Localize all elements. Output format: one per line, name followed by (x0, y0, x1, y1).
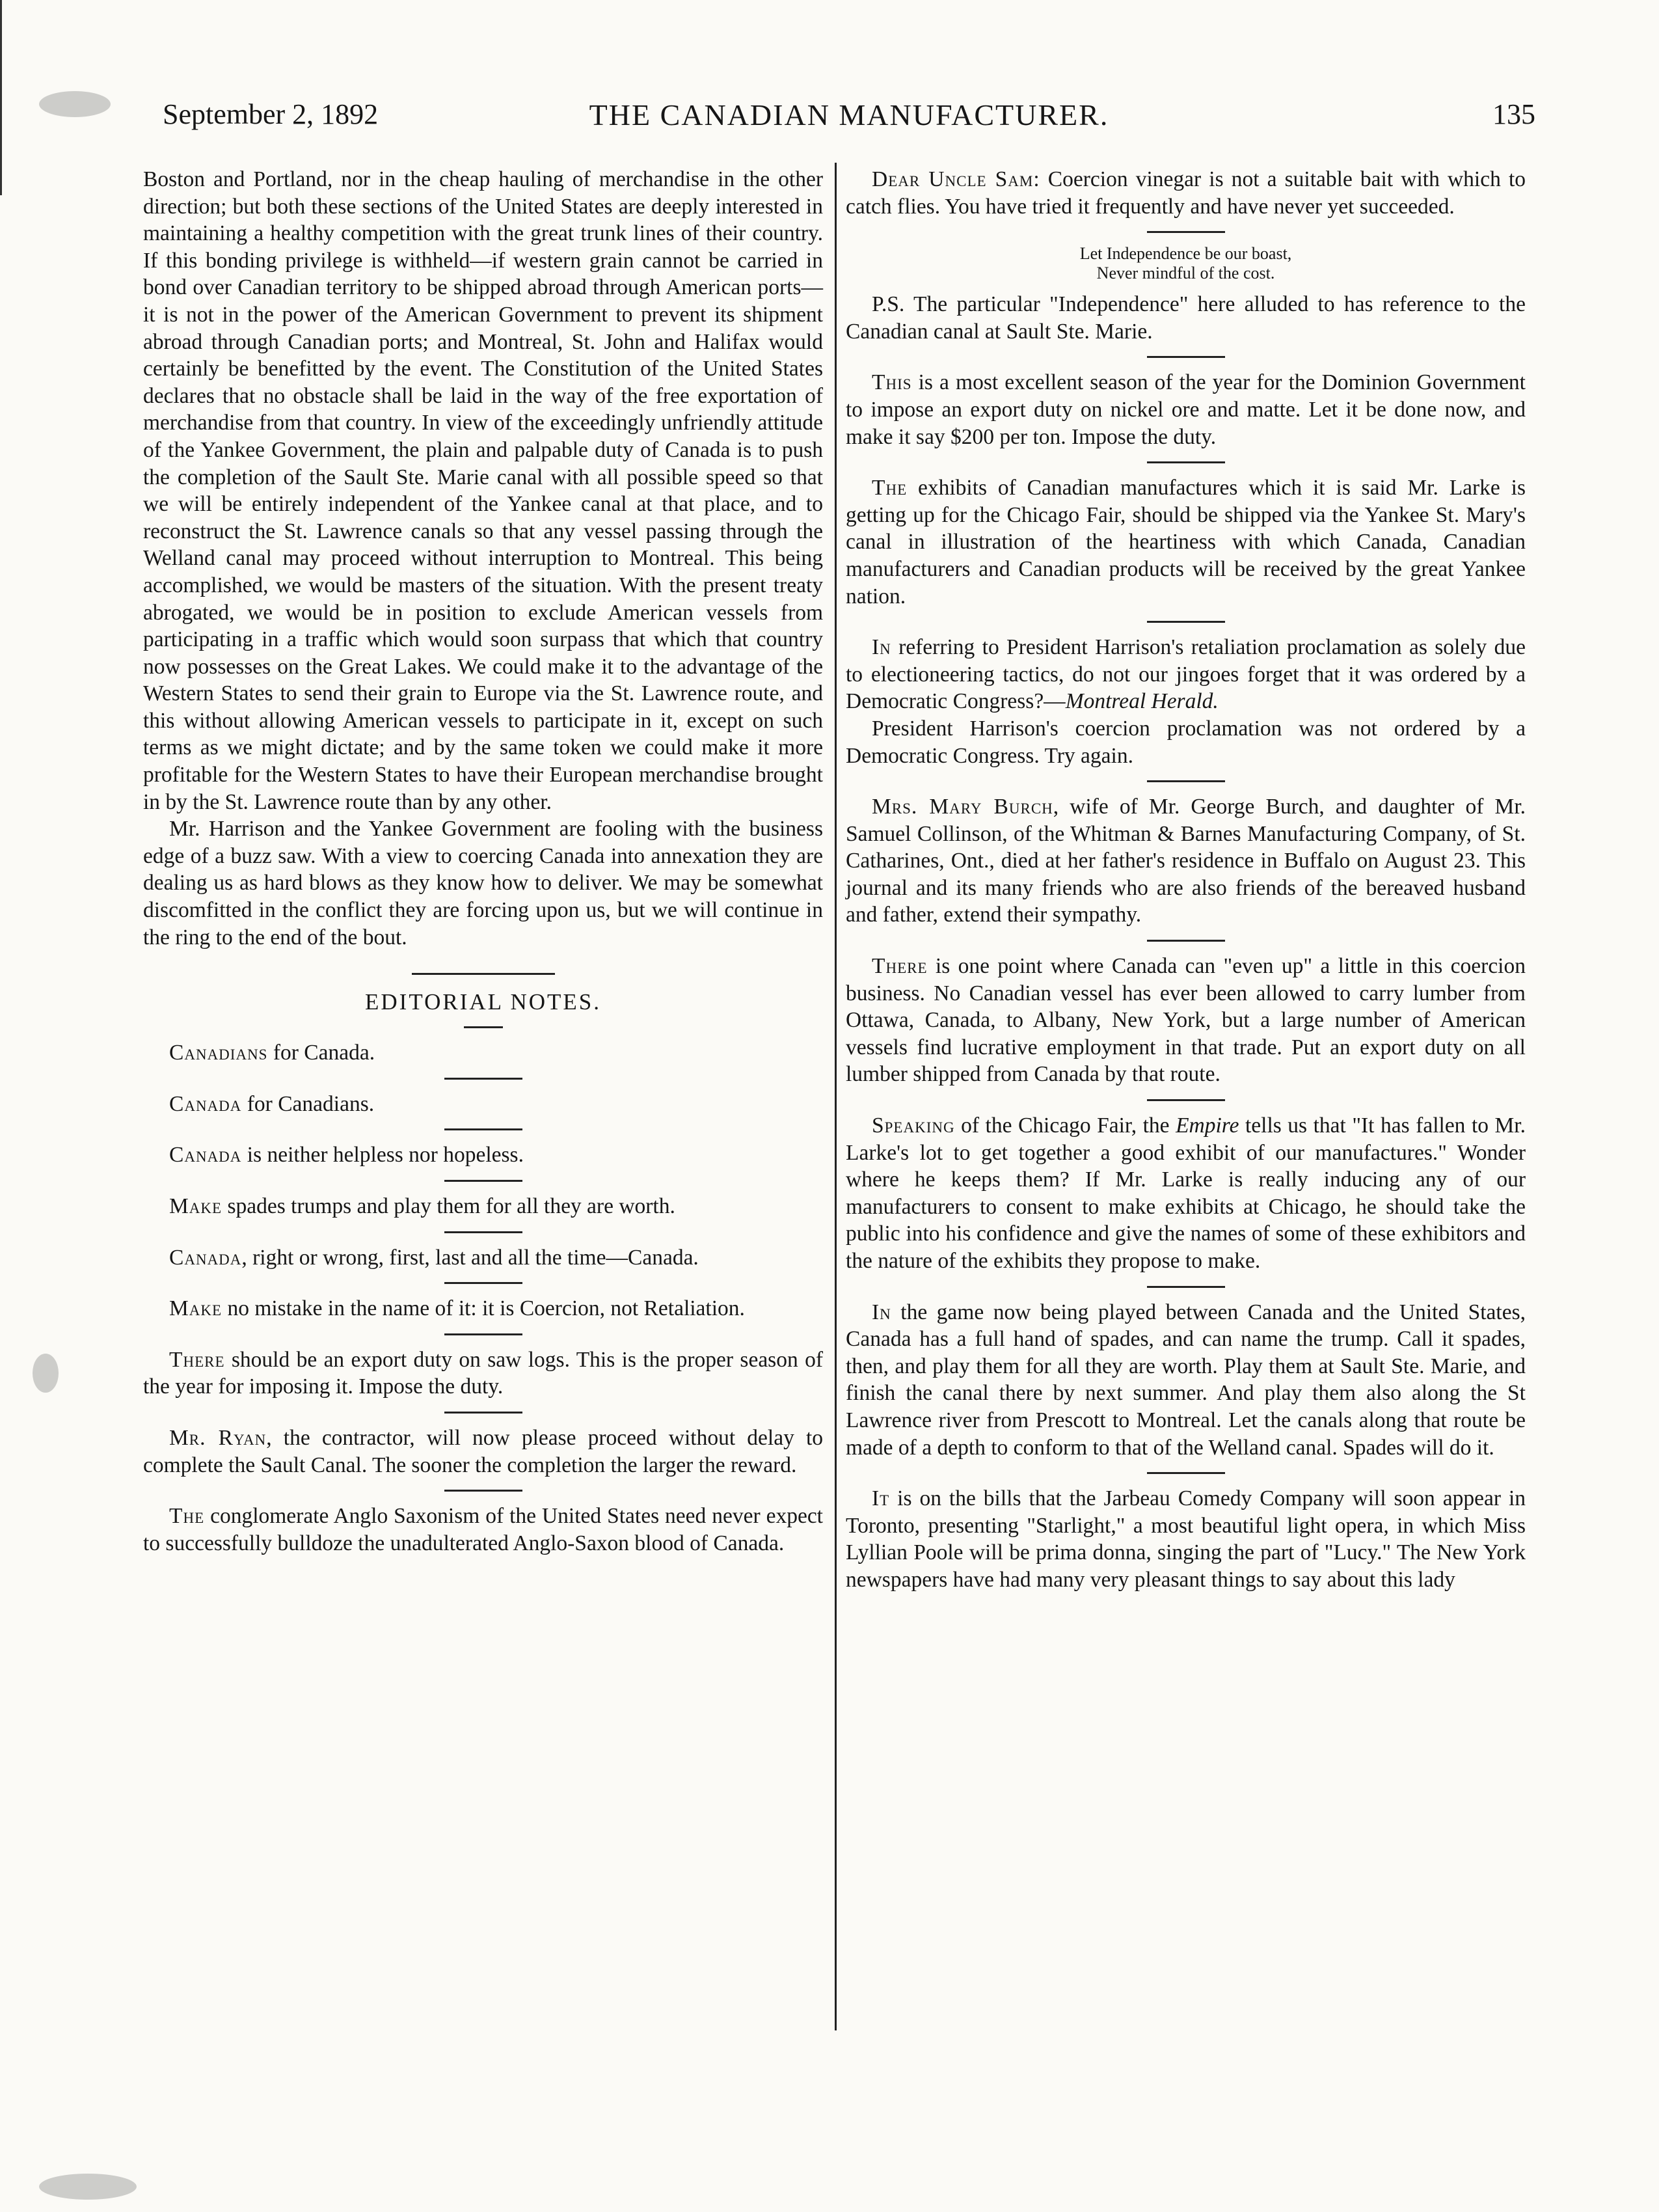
obituary-note (846, 793, 1526, 929)
note-text: is a most excellent season of the year for the Dominion Government to impose an export duty on nickel ore and matte. Let it be done now, and make it say $200 per ton. Impose the duty. (846, 370, 1526, 449)
ink-smudge (33, 1354, 59, 1393)
note-text: for Canadians. (241, 1091, 375, 1116)
reply-paragraph: President Harrison's coercion proclamation was not ordered by a Democratic Congress. Try again. (846, 716, 1526, 768)
editorial-note (846, 369, 1526, 450)
note-text: should be an export duty on saw logs. This is the proper season of the year for imposing it. Impose the duty. (143, 1347, 823, 1399)
publication-title: THE CANADIAN MANUFACTURER. (589, 98, 1109, 131)
note-divider (1147, 461, 1225, 463)
right-column (846, 166, 1526, 1594)
verse-couplet (846, 244, 1526, 283)
note-divider (444, 1490, 522, 1492)
editorial-note (846, 953, 1526, 1088)
note-text: for Canada. (267, 1041, 375, 1065)
left-column (143, 166, 823, 1557)
note-divider (1147, 1472, 1225, 1474)
editorial-note (143, 1193, 823, 1220)
column-divider (835, 163, 837, 2030)
note-divider (444, 1180, 522, 1182)
note-divider (444, 1231, 522, 1233)
note-divider (1147, 1099, 1225, 1101)
note-text: of the Chicago Fair, the (954, 1113, 1176, 1138)
quoted-note (846, 634, 1526, 715)
note-lead: Dear Uncle Sam: (872, 167, 1040, 191)
note-lead: It (872, 1486, 890, 1511)
note-text: , the contractor, will now please proceed without delay to complete the Sault Canal. The sooner the completion the larger the reward. (143, 1425, 823, 1477)
note-text: Coercion vinegar is not a suitable bait with which to catch flies. You have tried it frequently and have never yet succeeded. (846, 167, 1526, 219)
note-text: referring to President Harrison's retaliation proclamation as solely due to electioneering tactics, do not our jingoes forget that it was ordered by a Democratic Congress?— (846, 635, 1526, 714)
editorial-note (846, 166, 1526, 220)
editorial-note (846, 474, 1526, 610)
note-divider (1147, 356, 1225, 358)
note-text: is neither helpless nor hopeless. (241, 1143, 524, 1167)
note-lead: In (872, 635, 891, 660)
editorial-note (143, 1244, 823, 1272)
note-lead: There (872, 954, 928, 979)
article-paragraph: Mr. Harrison and the Yankee Government are fooling with the business edge of a buzz saw. With a view to coercing Canada into annexation they are dealing us as hard blows as they know how to deliver. We may be somewhat discomfitted in the conflict they are forcing upon us, but we will continue in the ring to the end of the bout. (143, 817, 823, 949)
editorial-notes-heading: EDITORIAL NOTES. (365, 989, 601, 1015)
verse-line: Let Independence be our boast, (1079, 244, 1292, 264)
note-text: exhibits of Canadian manufactures which it is said Mr. Larke is getting up for the Chicago Fair, should be shipped via the Yankee St. Mary's canal in illustration of the heartiness with which Canada, Canadian manufacturers and Canadian products will be received by the great Yankee nation. (846, 476, 1526, 608)
ink-smudge (39, 2174, 137, 2200)
note-divider (1147, 621, 1225, 623)
note-lead: There (169, 1347, 225, 1372)
article-paragraph: Boston and Portland, nor in the cheap hauling of merchandise in the other direction; but both these sections of the United States are deeply interested in maintaining a healthy competition with the great trunk lines of their country. If this bonding privilege is withheld—if western grain cannot be carried in bond over Canadian territory to be shipped abroad through American ports—it is not in the power of the American Government to prevent its shipment abroad through Canadian ports; and Montreal, St. John and Halifax would certainly be benefitted by the event. The Constitution of the United States declares that no obstacle shall be laid in the way of the free exportation of merchandise from that country. In view of the exceedingly unfriendly attitude of the Yankee Government, the plain and palpable duty of Canada is to push the completion of the Sault Ste. Marie canal with all possible speed so that we will be entirely independent of the Yankee canal at that place, and to reconstruct the St. Lawrence canals so that any vessel passing through the Welland canal may proceed without interruption to Montreal. This being accomplished, we would be masters of the situation. With the present treaty abrogated, we would be in position to exclude American vessels from participating in a traffic which would soon surpass that which that country now possesses on the Great Lakes. We could make it to the advantage of the Western States to send their grain to Europe via the St. Lawrence route, and this without allowing American vessels to participate in it, except on such terms as we might dictate; and by the same token we could make it more profitable for the Western States to have their European merchandise brought in by the St. Lawrence route than by any other. (143, 167, 823, 814)
issue-date: September 2, 1892 (163, 98, 379, 130)
note-divider (444, 1128, 522, 1130)
section-divider (412, 973, 555, 975)
note-divider (444, 1412, 522, 1413)
note-text: , wife of Mr. George Burch, and daughter of Mr. Samuel Collinson, of the Whitman & Barnes Manufacturing Company, of St. Catharines, Ont., died at her father's residence in Buffalo on August 23. This journal and its many friends who are also friends of the bereaved husband and father, extend their sympathy. (846, 795, 1526, 927)
editorial-note (143, 1503, 823, 1557)
note-divider (1147, 1286, 1225, 1288)
note-lead: This (872, 370, 912, 395)
editorial-note (143, 1295, 823, 1322)
newspaper-name: Empire (1176, 1113, 1239, 1138)
note-text: , right or wrong, first, last and all the time—Canada. (241, 1245, 699, 1270)
note-lead: Canadians (169, 1041, 268, 1065)
note-text: no mistake in the name of it: it is Coercion, not Retaliation. (222, 1296, 745, 1321)
editorial-note (846, 1112, 1526, 1275)
editorial-note (143, 1425, 823, 1479)
editorial-note (143, 1346, 823, 1400)
note-divider (464, 1026, 503, 1028)
note-divider (444, 1333, 522, 1335)
page-edge-mark (0, 0, 2, 195)
page-number: 135 (1492, 98, 1535, 130)
page-header (163, 98, 1535, 137)
note-divider (1147, 780, 1225, 782)
note-lead: Mr. Ryan (169, 1425, 267, 1450)
ink-smudge (39, 91, 111, 117)
note-lead: Canada (169, 1143, 242, 1167)
editorial-note (846, 1299, 1526, 1462)
note-divider (1147, 940, 1225, 942)
note-text: the game now being played between Canada and the United States, Canada has a full hand of spades, and can name the trump. Call it spades, then, and play them for all they are worth. Play them at Sault Ste. Marie, and finish the canal there by next summer. And play them also along the St Lawrence river from Prescott to Montreal. Let the canals along that route be made of a depth to conform to that of the Welland canal. Spades will do it. (846, 1300, 1526, 1460)
note-lead: Make (169, 1296, 223, 1321)
note-divider (1147, 231, 1225, 233)
note-lead: Canada (169, 1091, 242, 1116)
quote-source: Montreal Herald. (1065, 689, 1219, 714)
note-lead: The (872, 476, 908, 500)
note-text: is on the bills that the Jarbeau Comedy Company will soon appear in Toronto, presenting "Starlight," a most beautiful light opera, in which Miss Lyllian Poole will be prima donna, singing the part of "Lucy." The New York newspapers have had many very pleasant things to say about this lady (846, 1486, 1526, 1592)
editorial-note (143, 1091, 823, 1118)
note-lead: Make (169, 1194, 223, 1218)
note-lead: Speaking (872, 1113, 955, 1138)
note-divider (444, 1078, 522, 1080)
editorial-note (846, 1485, 1526, 1593)
note-lead: The (169, 1504, 205, 1529)
note-text: is one point where Canada can "even up" a little in this coercion business. No Canadian vessel has ever been allowed to carry lumber from Ottawa, Canada, to Albany, New York, but a large number of American vessels find lucrative employment in that trade. Put an export duty on all lumber shipped from Canada by that route. (846, 954, 1526, 1087)
note-lead: Canada (169, 1245, 242, 1270)
note-text: spades trumps and play them for all they are worth. (222, 1194, 675, 1218)
note-text: conglomerate Anglo Saxonism of the United States need never expect to successfully bulldoze the unadulterated Anglo-Saxon blood of Canada. (143, 1504, 823, 1555)
postscript: P.S. The particular "Independence" here alluded to has reference to the Canadian canal at Sault Ste. Marie. (846, 292, 1526, 344)
note-lead: In (872, 1300, 891, 1324)
note-text: tells us that "It has fallen to Mr. Larke's lot to get together a good exhibit of our manufactures." Wonder where he keeps them? If Mr. Larke is really inducing any of our manufacturers to consent to make exhibits at Chicago, he should take the public into his confidence and give the names of some of these exhibitors and the nature of the exhibits they propose to make. (846, 1113, 1526, 1273)
verse-line: Never mindful of the cost. (1096, 264, 1275, 283)
editorial-note (143, 1141, 823, 1169)
editorial-note (143, 1039, 823, 1067)
note-divider (444, 1282, 522, 1284)
note-lead: Mrs. Mary Burch (872, 795, 1053, 819)
